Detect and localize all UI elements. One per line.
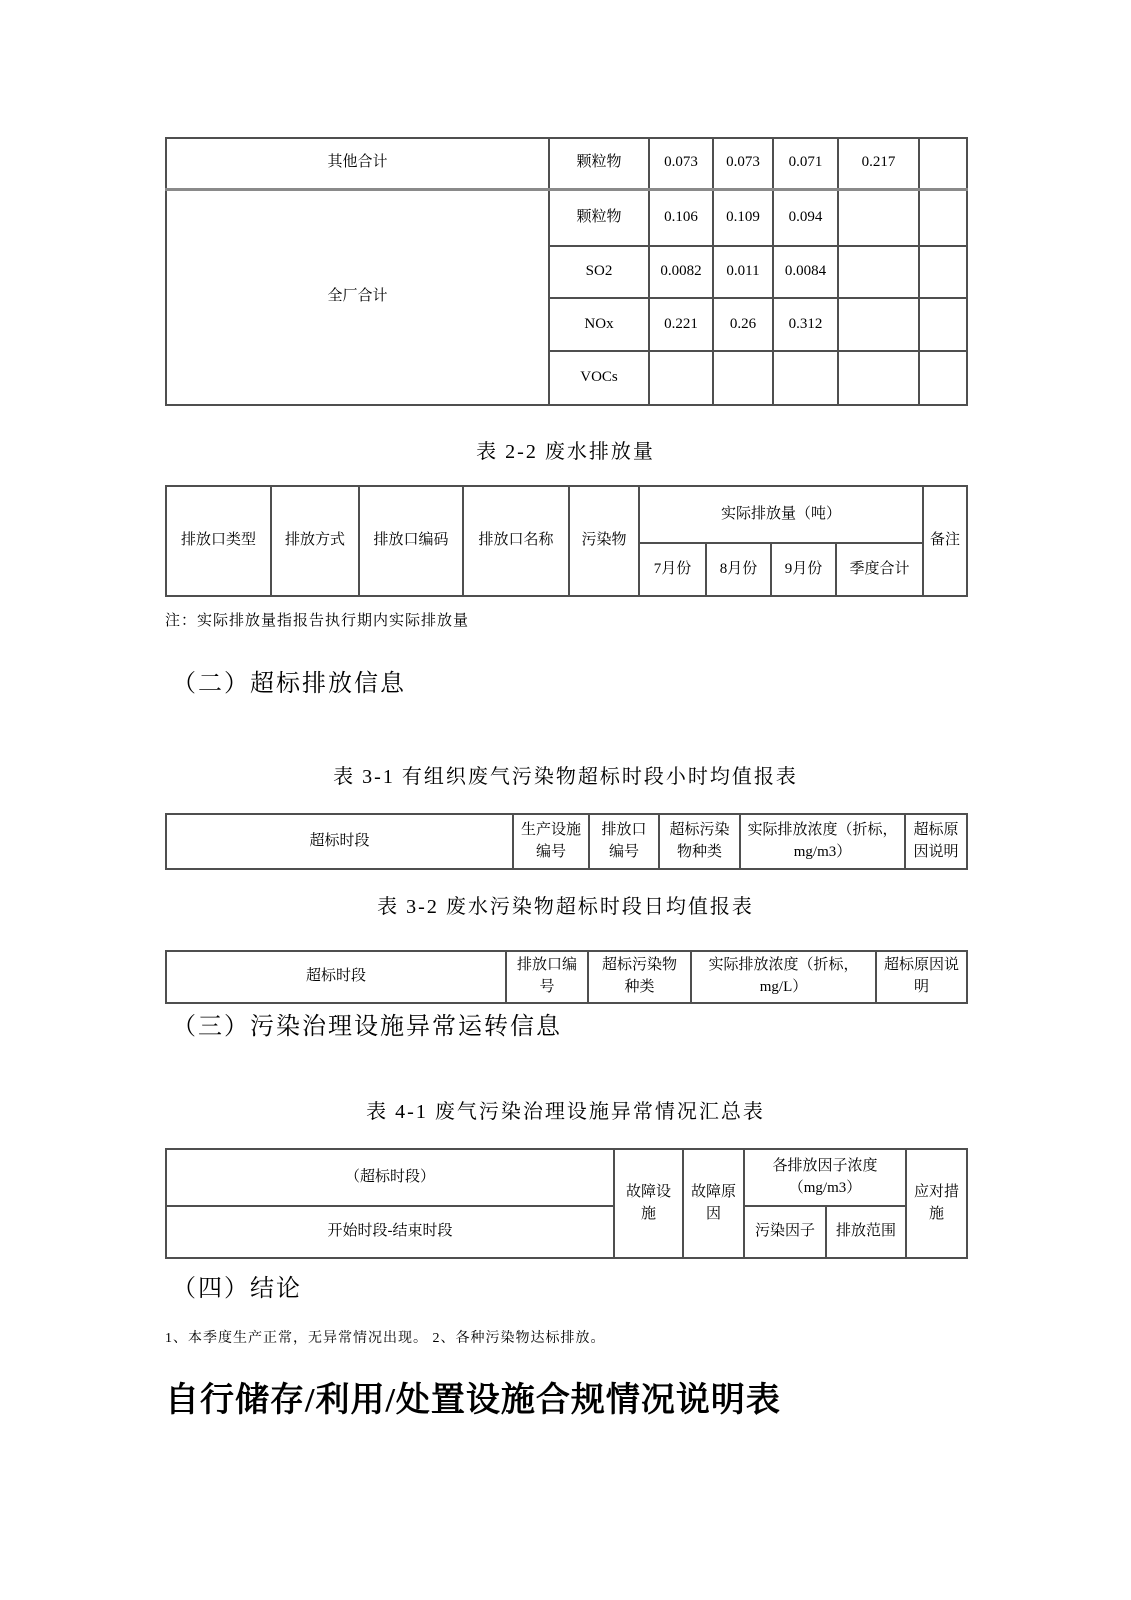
section-heading-exceedance-info: （二）超标排放信息: [172, 671, 406, 697]
caption-table-3-1: 表 3-1 有组织废气污染物超标时段小时均值报表: [333, 766, 798, 788]
cell-jul-value: 0.221: [649, 298, 713, 351]
table-gas-emission-totals: [165, 137, 968, 406]
header-outlet-no: 排放口编号: [506, 951, 588, 1003]
caption-table-2-2: 表 2-2 废水排放量: [476, 441, 655, 463]
header-exceedance-period: 超标时段: [166, 951, 506, 1003]
cell-sep-value: 0.071: [773, 138, 838, 189]
header-reason: 超标原因说明: [905, 814, 967, 869]
cell-remark: [919, 246, 967, 298]
cell-aug-value: 0.26: [713, 298, 773, 351]
header-fault-facility: 故障设施: [614, 1149, 683, 1258]
section-heading-treatment-abnormal: （三）污染治理设施异常运转信息: [172, 1014, 562, 1040]
header-factor-concentration: [744, 1149, 906, 1206]
cell-remark: [919, 189, 967, 246]
table-header-row: [166, 951, 967, 1003]
header-pollutant: 污染物: [569, 486, 639, 596]
table-water-exceedance-daily: [165, 950, 968, 1004]
cell-remark: [919, 351, 967, 405]
cell-pollutant: 颗粒物: [549, 189, 649, 246]
cell-pollutant: NOx: [549, 298, 649, 351]
header-fault-reason: 故障原因: [683, 1149, 744, 1258]
header-remark: 备注: [923, 486, 967, 596]
table-row: [166, 138, 967, 189]
cell-jul-value: [649, 351, 713, 405]
header-period-title: （超标时段）: [166, 1149, 614, 1206]
cell-pollutant: 颗粒物: [549, 138, 649, 189]
header-period-range: 开始时段-结束时段: [166, 1206, 614, 1258]
cell-quarter-value: [838, 351, 919, 405]
header-quarter: 季度合计: [836, 543, 923, 596]
header-factor-concentration-line1: 各排放因子浓度: [772, 1157, 878, 1174]
row-label-other-total: 其他合计: [166, 138, 549, 189]
header-jul: 7月份: [639, 543, 706, 596]
cell-remark: [919, 298, 967, 351]
header-exceedance-period: 超标时段: [166, 814, 513, 869]
table-header-row: [166, 1149, 967, 1206]
table-gas-exceedance-hourly: [165, 813, 968, 870]
cell-jul-value: 0.073: [649, 138, 713, 189]
cell-aug-value: [713, 351, 773, 405]
cell-quarter-value: [838, 189, 919, 246]
cell-aug-value: 0.109: [713, 189, 773, 246]
cell-jul-value: 0.106: [649, 189, 713, 246]
header-actual-amount: 实际排放量（吨）: [639, 486, 923, 543]
caption-table-4-1: 表 4-1 废气污染治理设施异常情况汇总表: [366, 1101, 765, 1123]
cell-remark: [919, 138, 967, 189]
cell-sep-value: 0.312: [773, 298, 838, 351]
header-outlet-type: 排放口类型: [166, 486, 271, 596]
cell-aug-value: 0.011: [713, 246, 773, 298]
cell-aug-value: 0.073: [713, 138, 773, 189]
header-reason: 超标原因说明: [876, 951, 967, 1003]
table-treatment-abnormal-summary: [165, 1148, 968, 1259]
header-emission-range: 排放范围: [826, 1206, 906, 1258]
header-concentration: 实际排放浓度（折标，mg/L）: [691, 951, 876, 1003]
cell-pollutant: SO2: [549, 246, 649, 298]
header-outlet-code: 排放口编码: [359, 486, 463, 596]
header-facility-no: 生产设施编号: [513, 814, 589, 869]
cell-quarter-value: [838, 298, 919, 351]
cell-sep-value: 0.0084: [773, 246, 838, 298]
cell-sep-value: [773, 351, 838, 405]
cell-quarter-value: [838, 246, 919, 298]
header-concentration: 实际排放浓度（折标，mg/m3）: [740, 814, 905, 869]
note-text: 注：实际排放量指报告执行期内实际排放量: [165, 613, 470, 629]
header-outlet-no: 排放口编号: [589, 814, 659, 869]
cell-pollutant: VOCs: [549, 351, 649, 405]
header-aug: 8月份: [706, 543, 771, 596]
cell-jul-value: 0.0082: [649, 246, 713, 298]
cell-quarter-value: 0.217: [838, 138, 919, 189]
header-outlet-name: 排放口名称: [463, 486, 569, 596]
conclusion-text: 1、本季度生产正常，无异常情况出现。 2、各种污染物达标排放。: [165, 1331, 606, 1346]
header-factor-concentration-line2: （mg/m3）: [788, 1179, 862, 1196]
table-header-row: [166, 814, 967, 869]
header-pollutant-type: 超标污染物种类: [659, 814, 740, 869]
header-response: 应对措施: [906, 1149, 967, 1258]
table-row: [166, 189, 967, 246]
section-heading-conclusion: （四）结论: [172, 1276, 302, 1302]
table-header-row: [166, 486, 967, 543]
table-wastewater-emission: [165, 485, 968, 597]
header-discharge-mode: 排放方式: [271, 486, 359, 596]
header-sep: 9月份: [771, 543, 836, 596]
cell-sep-value: 0.094: [773, 189, 838, 246]
header-pollutant-type: 超标污染物种类: [588, 951, 691, 1003]
header-pollution-factor: 污染因子: [744, 1206, 826, 1258]
row-label-plant-total: 全厂合计: [166, 189, 549, 405]
big-title-self-storage-compliance: 自行储存/利用/处置设施合规情况说明表: [165, 1382, 781, 1419]
table-header-row: [166, 1206, 967, 1258]
caption-table-3-2: 表 3-2 废水污染物超标时段日均值报表: [377, 896, 754, 918]
